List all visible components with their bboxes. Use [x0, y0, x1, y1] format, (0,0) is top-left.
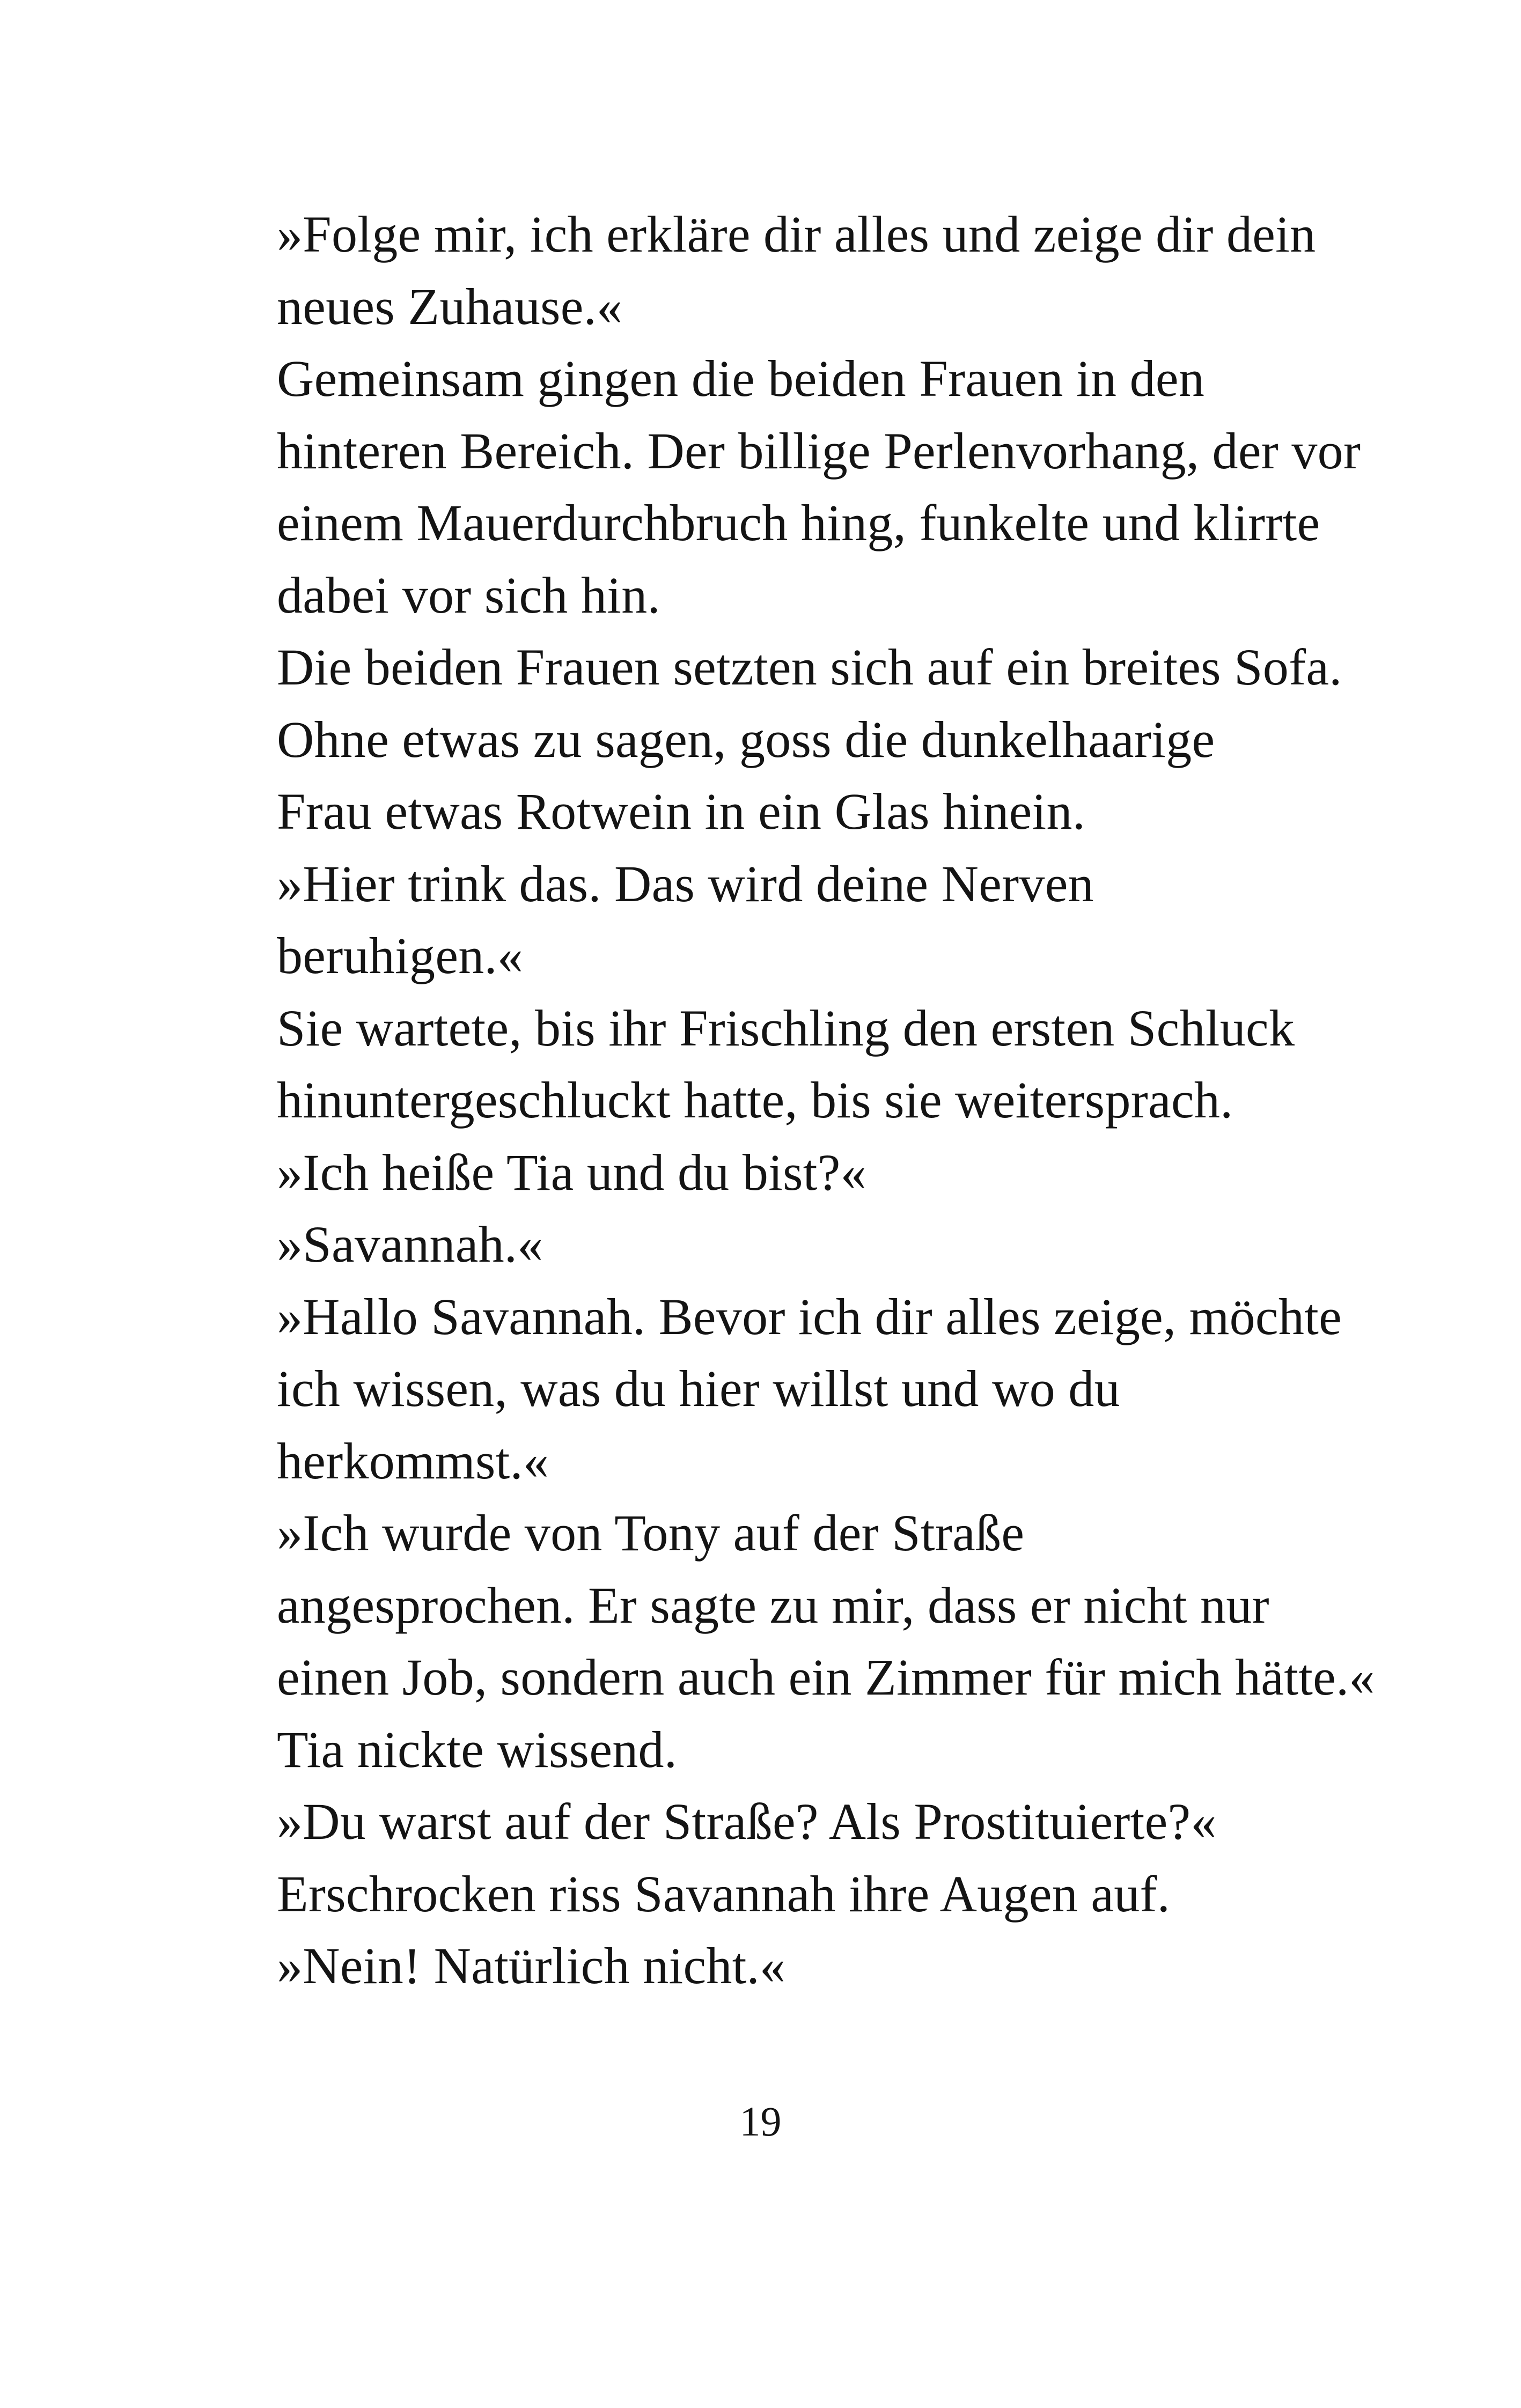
- text-line: »Hallo Savannah. Bevor ich dir alles zeige, möchte: [277, 1287, 1342, 1345]
- text-line: Die beiden Frauen setzten sich auf ein breites Sofa.: [277, 638, 1342, 696]
- paragraph: [214, 198, 1329, 343]
- paragraph: [214, 848, 1329, 992]
- text-line: ich wissen, was du hier willst und wo du: [277, 1360, 1120, 1417]
- book-page-text: [214, 198, 1375, 2002]
- text-line: einen Job, sondern auch ein Zimmer für mich hätte.«: [277, 1648, 1375, 1706]
- paragraph: [214, 343, 1361, 631]
- text-line: dabei vor sich hin.: [277, 566, 660, 624]
- text-line: »Ich wurde von Tony auf der Straße: [277, 1504, 1025, 1562]
- paragraph: [214, 1786, 1329, 1858]
- text-line: »Du warst auf der Straße? Als Prostituierte?«: [277, 1793, 1217, 1850]
- text-line: angesprochen. Er sagte zu mir, dass er nicht nur: [277, 1576, 1269, 1634]
- text-line: »Savannah.«: [277, 1216, 543, 1273]
- text-line: einem Mauerdurchbruch hing, funkelte und klirrte: [277, 494, 1320, 551]
- paragraph: [214, 1209, 1329, 1281]
- paragraph: [214, 992, 1329, 1137]
- text-line: hinuntergeschluckt hatte, bis sie weitersprach.: [277, 1071, 1233, 1129]
- text-line: Ohne etwas zu sagen, goss die dunkelhaarige: [277, 710, 1215, 768]
- paragraph: [214, 1281, 1342, 1498]
- paragraph: [214, 631, 1342, 704]
- paragraph: [214, 1497, 1375, 1714]
- paragraph: [214, 1858, 1329, 1931]
- page-number: 19: [739, 2098, 782, 2145]
- text-line: »Ich heiße Tia und du bist?«: [277, 1143, 866, 1201]
- text-line: Sie wartete, bis ihr Frischling den ersten Schluck: [277, 999, 1295, 1057]
- text-line: beruhigen.«: [277, 927, 524, 984]
- text-line: Tia nickte wissend.: [277, 1720, 678, 1778]
- paragraph: [214, 1930, 1329, 2002]
- paragraph: [214, 1714, 1329, 1786]
- text-line: neues Zuhause.«: [277, 277, 623, 335]
- text-line: Frau etwas Rotwein in ein Glas hinein.: [277, 783, 1086, 840]
- text-line: Erschrocken riss Savannah ihre Augen auf.: [277, 1865, 1171, 1923]
- text-line: »Folge mir, ich erkläre dir alles und zeige dir dein: [277, 205, 1316, 263]
- text-line: »Hier trink das. Das wird deine Nerven: [277, 855, 1094, 912]
- paragraph: [214, 704, 1329, 848]
- text-line: hinteren Bereich. Der billige Perlenvorhang, der vor: [277, 422, 1361, 480]
- paragraph: [214, 1137, 1329, 1209]
- text-line: Gemeinsam gingen die beiden Frauen in den: [277, 350, 1205, 407]
- text-line: »Nein! Natürlich nicht.«: [277, 1937, 786, 1994]
- text-line: herkommst.«: [277, 1432, 549, 1490]
